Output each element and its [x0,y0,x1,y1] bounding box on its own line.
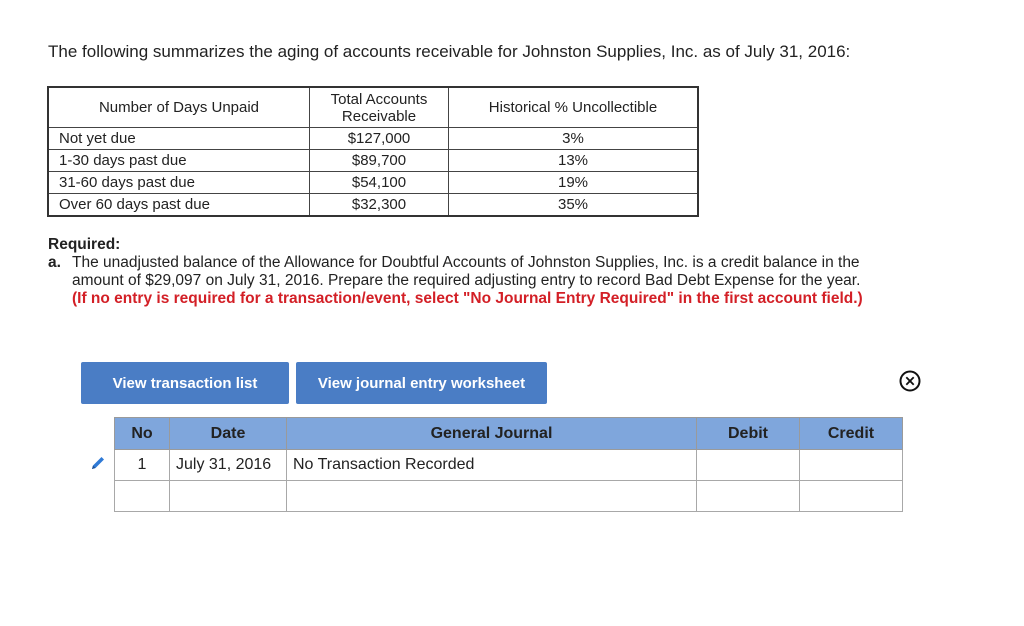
aging-row [48,194,698,217]
aging-days-cell: Over 60 days past due [48,194,310,217]
journal-no-cell [115,481,170,512]
journal-header-debit: Debit [697,418,800,450]
pencil-icon[interactable] [88,453,108,473]
journal-header-date: Date [170,418,287,450]
journal-edit-header [82,418,115,450]
aging-pct-cell: 3% [449,128,699,150]
required-instruction: The unadjusted balance of the Allowance for Doubtful Accounts of Johnston Supplies, Inc. is a credit balance in the amount of $29,097 on July 31, 2016. Prepare the required adjusting entry to record Bad Debt Expense for the year. [72,254,861,289]
journal-header-row [82,418,903,450]
view-transaction-list-button[interactable]: View transaction list [81,362,289,404]
required-section [48,236,868,308]
required-title: Required: [48,236,121,253]
intro-text: The following summarizes the aging of accounts receivable for Johnston Supplies, Inc. as of July 31, 2016: [48,42,851,61]
required-note: (If no entry is required for a transaction/event, select "No Journal Entry Required" in the first account field.) [72,290,863,307]
aging-pct-cell: 35% [449,194,699,217]
aging-row [48,128,698,150]
view-journal-entry-worksheet-button[interactable]: View journal entry worksheet [296,362,547,404]
aging-pct-cell: 13% [449,150,699,172]
journal-credit-cell [800,450,903,481]
journal-credit-cell [800,481,903,512]
header-days-unpaid: Number of Days Unpaid [48,87,310,128]
close-circle-icon[interactable] [899,370,921,392]
aging-total-cell: $32,300 [310,194,449,217]
aging-table [47,86,699,217]
journal-header-no: No [115,418,170,450]
journal-table-container [82,417,903,512]
required-item-letter: a. [48,254,61,271]
journal-general-cell: No Transaction Recorded [287,450,697,481]
header-total-receivable [310,87,449,128]
aging-total-cell: $127,000 [310,128,449,150]
required-item-a [48,254,868,308]
aging-days-cell: 31-60 days past due [48,172,310,194]
journal-debit-cell [697,450,800,481]
journal-no-cell: 1 [115,450,170,481]
aging-row [48,150,698,172]
journal-debit-cell [697,481,800,512]
journal-edit-cell[interactable] [82,450,115,481]
journal-header-general: General Journal [287,418,697,450]
journal-table [82,417,903,512]
aging-total-cell: $54,100 [310,172,449,194]
header-historical-pct: Historical % Uncollectible [449,87,699,128]
journal-date-cell [170,481,287,512]
journal-edit-cell-empty [82,481,115,512]
aging-total-cell: $89,700 [310,150,449,172]
journal-general-cell [287,481,697,512]
aging-header-row [48,87,698,128]
header-total-line2: Receivable [341,107,417,125]
required-item-text [72,254,868,308]
aging-days-cell: Not yet due [48,128,310,150]
journal-row [82,450,903,481]
aging-days-cell: 1-30 days past due [48,150,310,172]
header-total-line1: Total Accounts [330,90,428,108]
aging-row [48,172,698,194]
journal-row [82,481,903,512]
aging-pct-cell: 19% [449,172,699,194]
journal-date-cell: July 31, 2016 [170,450,287,481]
journal-header-credit: Credit [800,418,903,450]
aging-table-container [47,86,699,217]
